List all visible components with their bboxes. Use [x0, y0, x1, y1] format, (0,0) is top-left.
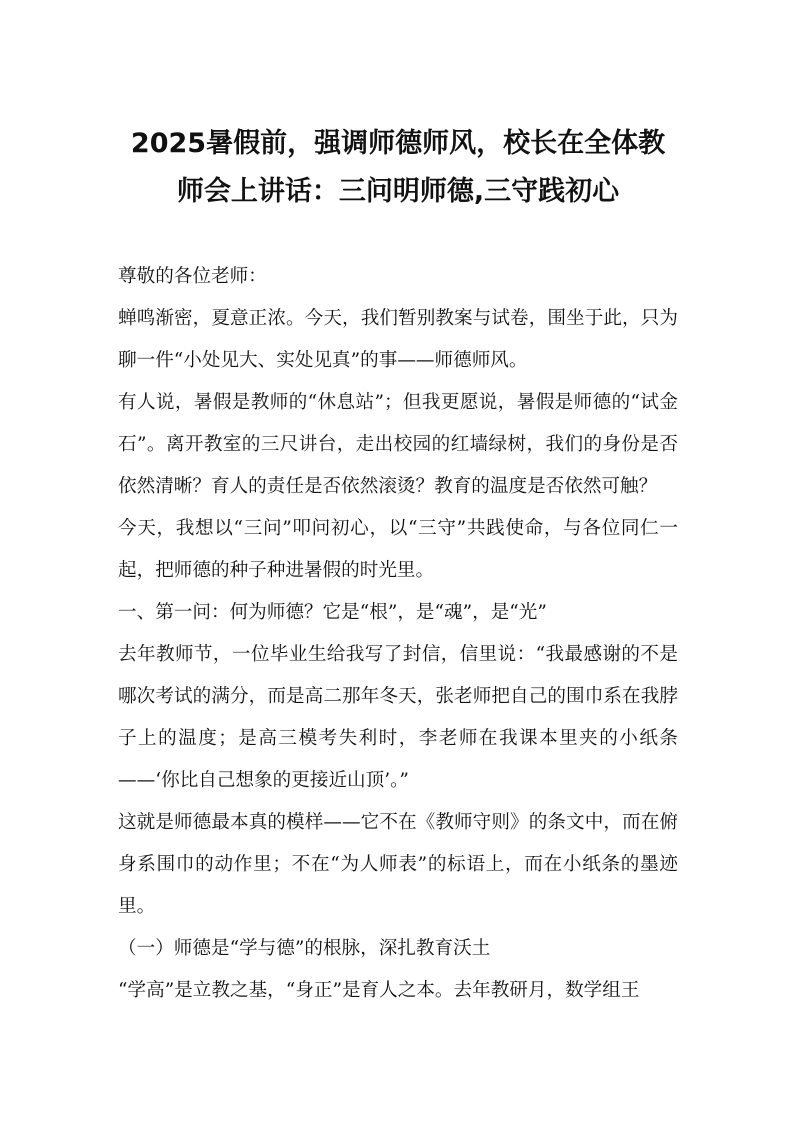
paragraph: 去年教师节，一位毕业生给我写了封信，信里说：“我最感谢的不是哪次考试的满分，而是高二那年冬天，张老师把自己的围巾系在我脖子上的温度；是高三模考失利时，李老师在我课本里夹的小纸条——‘你比自己想象的更接近山顶’。”	[118, 644, 678, 791]
paragraph: 这就是师德最本真的模样——它不在《教师守则》的条文中，而在俯身系围巾的动作里；不在“为人师表”的标语上，而在小纸条的墨迹里。	[118, 812, 678, 917]
paragraph: 今天，我想以“三问”叩问初心，以“三守”共践使命，与各位同仁一起，把师德的种子种进暑假的时光里。	[118, 518, 678, 581]
paragraph: 蝉鸣渐密，夏意正浓。今天，我们暂别教案与试卷，围坐于此，只为聊一件“小处见大、实处见真”的事——师德师风。	[118, 308, 678, 371]
document-page	[118, 120, 678, 1012]
paragraph: “学高”是立教之基，“身正”是育人之本。去年教研月，数学组王	[118, 980, 640, 1001]
section-heading: 一、第一问：何为师德？它是“根”，是“魂”，是“光”	[118, 602, 547, 623]
document-title: 2025暑假前，强调师德师风，校长在全体教师会上讲话：三问明师德,三守践初心	[130, 128, 666, 207]
greeting: 尊敬的各位老师：	[118, 266, 267, 287]
subsection-heading: （一）师德是“学与德”的根脉，深扎教育沃土	[118, 938, 491, 959]
document-body	[118, 256, 678, 1012]
paragraph: 有人说，暑假是教师的“休息站”；但我更愿说，暑假是师德的“试金石”。离开教室的三尺讲台，走出校园的红墙绿树，我们的身份是否依然清晰？育人的责任是否依然滚烫？教育的温度是否依然可触？	[118, 392, 678, 497]
